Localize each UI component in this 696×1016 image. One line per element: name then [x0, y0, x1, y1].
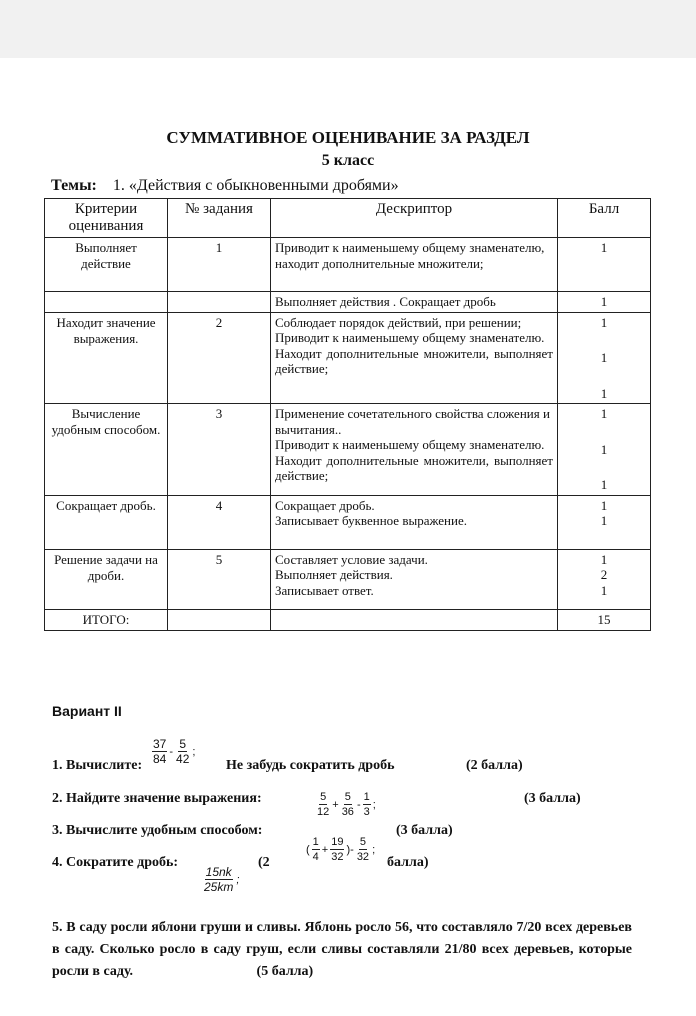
points-value: 1	[600, 441, 608, 457]
themes-value: 1. «Действия с обыкновенными дробями»	[112, 177, 399, 194]
table-row	[45, 292, 651, 313]
punctuation: ;	[372, 798, 376, 811]
descriptor-cell	[271, 404, 558, 496]
total-value: 15	[558, 609, 651, 630]
descriptor-text: Находит дополнительные множители, выполняет действие;	[275, 452, 553, 483]
criterion-cell	[45, 292, 168, 313]
task-number-cell: 1	[168, 238, 271, 292]
criterion-cell: Находит значение выражения.	[45, 312, 168, 404]
header-points: Балл	[558, 199, 651, 238]
criterion-cell: Вычисление удобным способом.	[45, 404, 168, 496]
task-number-cell: 4	[168, 495, 271, 549]
fraction	[203, 865, 234, 894]
task-number-cell	[168, 292, 271, 313]
fraction	[312, 835, 320, 864]
descriptor-text: Записывает буквенное выражение.	[275, 513, 467, 528]
document-title: СУММАТИВНОЕ ОЦЕНИВАНИЕ ЗА РАЗДЕЛ	[166, 128, 530, 147]
punctuation: ;	[192, 745, 196, 758]
points-value: 1	[600, 385, 608, 401]
fraction	[330, 835, 344, 864]
denominator: 32	[331, 851, 344, 863]
fraction	[356, 835, 370, 864]
points-value: 1	[600, 350, 608, 365]
header-criteria: Критерии оценивания	[45, 199, 168, 238]
descriptor-text: Приводит к наименьшему общему знаменателю, находит дополнительные множители;	[275, 240, 545, 271]
points-cell	[558, 495, 651, 549]
descriptor-text: Записывает ответ.	[275, 582, 374, 598]
points-cell	[558, 292, 651, 313]
denominator: 3	[363, 806, 370, 818]
numerator: 37	[153, 737, 167, 751]
total-label: ИТОГО:	[45, 609, 168, 630]
task-4-expression	[203, 865, 239, 894]
header-descriptor: Дескриптор	[271, 199, 558, 238]
table-header-row	[45, 199, 651, 238]
task-3-expression	[306, 835, 375, 864]
variant-heading: Вариант II	[52, 703, 122, 719]
descriptor-cell	[271, 292, 558, 313]
points-value: 1	[600, 551, 608, 567]
themes-label: Темы:	[51, 177, 97, 194]
criterion-cell: Решение задачи на дроби.	[45, 549, 168, 609]
descriptor-text: Приводит к наименьшему общему знаменателю.	[275, 437, 545, 452]
paren: (	[306, 843, 310, 856]
points-value: 1	[600, 314, 608, 330]
numerator: 1	[312, 836, 319, 848]
descriptor-text: Выполняет действия.	[275, 567, 393, 582]
task-1-label: 1. Вычислите:	[52, 758, 143, 773]
denominator: 42	[176, 752, 190, 766]
assessment-table	[44, 198, 651, 631]
top-bar	[0, 0, 696, 58]
descriptor-text: Соблюдает порядок действий, при решении;	[275, 314, 522, 330]
descriptor-text: Составляет условие задачи.	[275, 551, 428, 567]
descriptor-cell	[271, 312, 558, 404]
fraction	[175, 737, 190, 766]
points-value: 1	[600, 294, 608, 309]
numerator: 5	[359, 836, 366, 848]
punctuation: ;	[236, 873, 240, 886]
points-cell	[558, 404, 651, 496]
fraction	[316, 790, 330, 819]
points-value: 1	[600, 582, 608, 598]
points-value: 1	[600, 406, 608, 421]
table-row	[45, 404, 651, 496]
task-2-points: (3 балла)	[524, 791, 581, 806]
table-row	[45, 312, 651, 404]
total-empty-cell	[271, 609, 558, 630]
numerator: 5	[344, 791, 351, 803]
task-4-points-open: (2	[258, 855, 270, 870]
descriptor-cell	[271, 238, 558, 292]
task-number-cell: 5	[168, 549, 271, 609]
operator: +	[332, 798, 339, 811]
points-value: 1	[600, 477, 608, 492]
descriptor-text: Сокращает дробь.	[275, 497, 375, 513]
punctuation: ;	[372, 843, 376, 856]
table-row	[45, 495, 651, 549]
task-1-expression	[152, 737, 195, 766]
descriptor-text: Находит дополнительные множители, выполняет действие;	[275, 345, 553, 376]
total-row	[45, 609, 651, 630]
operator: -	[169, 745, 174, 758]
numerator: 15nk	[205, 865, 232, 879]
descriptor-cell	[271, 549, 558, 609]
numerator: 19	[331, 836, 344, 848]
numerator: 5	[179, 737, 187, 751]
points-cell	[558, 238, 651, 292]
grade-label: 5 класс	[321, 152, 375, 169]
table-row	[45, 549, 651, 609]
task-1-points: (2 балла)	[466, 758, 523, 773]
task-3-points: (3 балла)	[396, 823, 453, 838]
denominator: 12	[317, 806, 330, 818]
points-value: 1	[600, 497, 608, 513]
task-3-label: 3. Вычислите удобным способом:	[52, 823, 263, 838]
task-1-note: Не забудь сократить дробь	[226, 758, 395, 773]
criterion-cell: Выполняет действие	[45, 238, 168, 292]
numerator: 5	[320, 791, 327, 803]
fraction	[152, 737, 167, 766]
task-2-expression	[316, 790, 376, 819]
task-5-points: (5 балла)	[256, 964, 314, 979]
themes-line	[51, 177, 399, 195]
points-cell	[558, 312, 651, 404]
descriptor-text: Применение сочетательного свойства сложения и вычитания..	[275, 406, 550, 437]
task-number-cell: 2	[168, 312, 271, 404]
points-value: 1	[600, 513, 608, 528]
fraction	[363, 790, 371, 819]
operator: )-	[346, 843, 354, 856]
points-value: 1	[600, 240, 608, 255]
points-value: 2	[600, 567, 608, 582]
fraction	[341, 790, 355, 819]
table-row	[45, 238, 651, 292]
operator: -	[356, 798, 361, 811]
task-5-text	[52, 917, 632, 983]
denominator: 84	[153, 752, 167, 766]
task-number-cell: 3	[168, 404, 271, 496]
task-4-points-close: балла)	[387, 855, 429, 870]
task-2-label: 2. Найдите значение выражения:	[52, 791, 262, 806]
header-task-number: № задания	[168, 199, 271, 238]
points-cell	[558, 549, 651, 609]
criterion-cell: Сокращает дробь.	[45, 495, 168, 549]
task-4-label: 4. Сократите дробь:	[52, 855, 179, 870]
operator: +	[321, 843, 329, 856]
total-empty-cell	[168, 609, 271, 630]
descriptor-text: Приводит к наименьшему общему знаменателю.	[275, 330, 545, 345]
denominator: 36	[341, 806, 354, 818]
denominator: 25km	[204, 880, 234, 894]
descriptor-text: Выполняет действия . Сокращает дробь	[275, 294, 496, 309]
numerator: 1	[363, 791, 370, 803]
denominator: 4	[312, 851, 319, 863]
descriptor-cell	[271, 495, 558, 549]
task-5-body: 5. В саду росли яблони груши и сливы. Яблонь росло 56, что составляло 7/20 всех деревьев в саду. Сколько росло в саду груш, если сливы составляли 21/80 всех деревьев, которые росли в саду.	[52, 920, 632, 979]
denominator: 32	[356, 851, 370, 863]
